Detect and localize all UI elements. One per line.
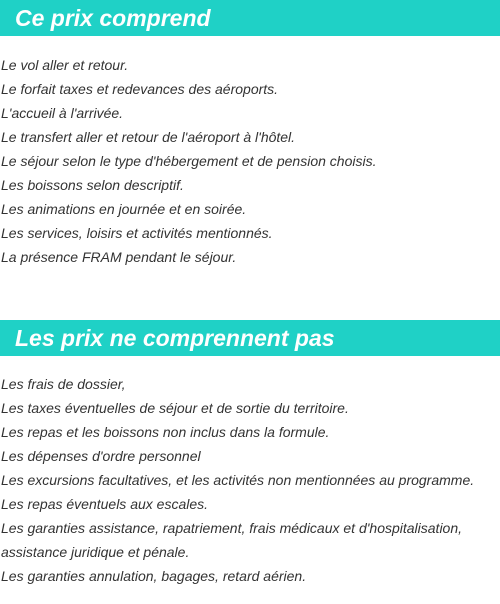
list-item: assistance juridique et pénale. (1, 544, 190, 560)
list-item: Les garanties annulation, bagages, retard aérien. (1, 568, 307, 584)
list-item: Le séjour selon le type d'hébergement et de pension choisis. (1, 153, 377, 169)
list-item: Les excursions facultatives, et les activités non mentionnées au programme. (1, 472, 475, 488)
list-item: L'accueil à l'arrivée. (1, 105, 124, 121)
list-item: Les repas éventuels aux escales. (1, 496, 209, 512)
list-item: Les garanties assistance, rapatriement, frais médicaux et d'hospitalisation, (1, 520, 463, 536)
section-title-included: Ce prix comprend (0, 0, 500, 36)
list-item: Le transfert aller et retour de l'aéroport à l'hôtel. (1, 129, 296, 145)
list-item: Les boissons selon descriptif. (1, 177, 184, 193)
list-item: Les repas et les boissons non inclus dans la formule. (1, 424, 330, 440)
list-item: Les animations en journée et en soirée. (1, 201, 247, 217)
list-item: Les frais de dossier, (1, 376, 126, 392)
list-item: Les dépenses d'ordre personnel (1, 448, 201, 464)
included-list (0, 53, 500, 269)
list-item: La présence FRAM pendant le séjour. (1, 249, 237, 265)
list-item: Le forfait taxes et redevances des aéroports. (1, 81, 279, 97)
list-item: Les services, loisirs et activités mentionnés. (1, 225, 273, 241)
section-title-not-included: Les prix ne comprennent pas (0, 320, 500, 356)
list-item: Le vol aller et retour. (1, 57, 129, 73)
list-item: Les taxes éventuelles de séjour et de sortie du territoire. (1, 400, 349, 416)
not-included-list (0, 372, 500, 588)
